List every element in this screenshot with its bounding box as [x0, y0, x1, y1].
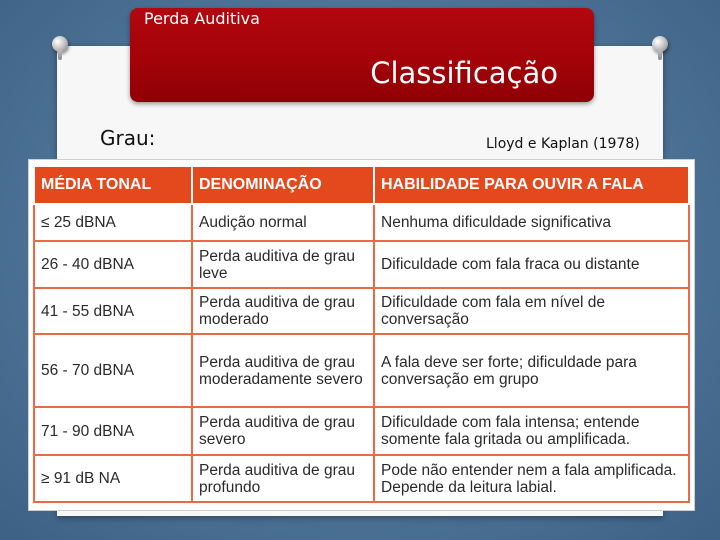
- cell-media-tonal: ≤ 25 dBNA: [34, 204, 192, 241]
- classification-table: [33, 165, 690, 503]
- classification-table-container: [28, 159, 695, 511]
- cell-habilidade: Nenhuma dificuldade significativa: [374, 204, 689, 241]
- cell-media-tonal: 71 - 90 dBNA: [34, 407, 192, 455]
- header-media-tonal: MÉDIA TONAL: [34, 166, 192, 204]
- cell-habilidade: Dificuldade com fala em nível de conversação: [374, 288, 689, 334]
- cell-denominacao: Perda auditiva de grau moderado: [192, 288, 374, 334]
- title-banner: [130, 8, 594, 102]
- source-citation: Lloyd e Kaplan (1978): [486, 136, 640, 152]
- page-title: Classificação: [370, 56, 558, 90]
- table-header-row: [34, 166, 689, 204]
- cell-habilidade: Pode não entender nem a fala amplificada. Depende da leitura labial.: [374, 455, 689, 502]
- header-denominacao: DENOMINAÇÃO: [192, 166, 374, 204]
- cell-denominacao: Perda auditiva de grau moderadamente severo: [192, 334, 374, 407]
- cell-media-tonal: 56 - 70 dBNA: [34, 334, 192, 407]
- table-row: [34, 334, 689, 407]
- cell-media-tonal: ≥ 91 dB NA: [34, 455, 192, 502]
- cell-denominacao: Perda auditiva de grau severo: [192, 407, 374, 455]
- cell-denominacao: Perda auditiva de grau profundo: [192, 455, 374, 502]
- table-row: [34, 288, 689, 334]
- cell-denominacao: Audição normal: [192, 204, 374, 241]
- pushpin-icon: [652, 36, 668, 52]
- header-habilidade: HABILIDADE PARA OUVIR A FALA: [374, 166, 689, 204]
- cell-media-tonal: 26 - 40 dBNA: [34, 241, 192, 288]
- cell-media-tonal: 41 - 55 dBNA: [34, 288, 192, 334]
- pushpin-icon: [52, 36, 68, 52]
- grau-label: Grau:: [100, 126, 156, 150]
- cell-habilidade: Dificuldade com fala intensa; entende somente fala gritada ou amplificada.: [374, 407, 689, 455]
- cell-denominacao: Perda auditiva de grau leve: [192, 241, 374, 288]
- cell-habilidade: Dificuldade com fala fraca ou distante: [374, 241, 689, 288]
- table-row: [34, 204, 689, 241]
- table-row: [34, 455, 689, 502]
- cell-habilidade: A fala deve ser forte; dificuldade para conversação em grupo: [374, 334, 689, 407]
- table-row: [34, 407, 689, 455]
- section-title: Perda Auditiva: [144, 9, 260, 28]
- table-row: [34, 241, 689, 288]
